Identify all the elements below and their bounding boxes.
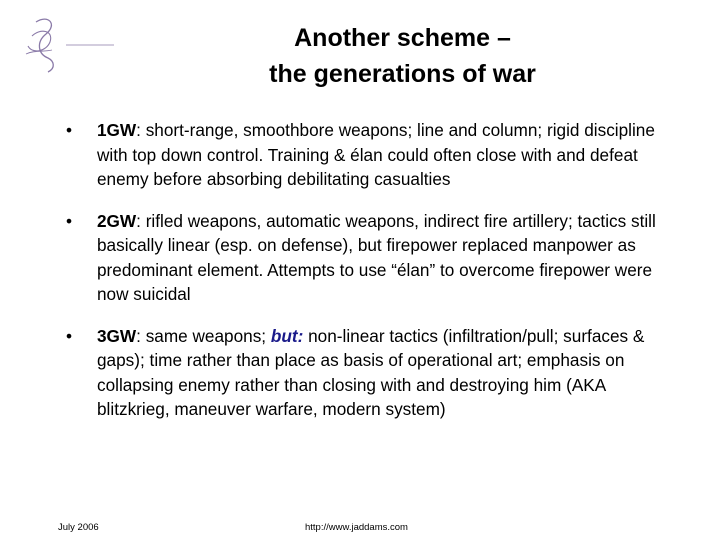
bullet-list — [60, 118, 660, 439]
title-line-1: Another scheme – — [294, 24, 511, 52]
bullet-text: : rifled weapons, automatic weapons, indirect fire artillery; tactics still basically linear (esp. on defense), but firepower replaced manpower as predominant element. Attempts to use “élan” to overcome firepower were now suicidal — [97, 210, 656, 304]
company-logo — [18, 14, 128, 76]
bullet-2gw — [60, 209, 660, 307]
bullet-accent: but: — [270, 325, 304, 346]
footer-url[interactable]: http://www.jaddams.com — [305, 522, 408, 533]
bullet-text-after: non-linear tactics (infiltration/pull; surfaces & gaps); time rather than place as basis of operational art; emphasis on collapsing enemy rather than closing with and destroying him (AKA blitzkrieg, maneuver warfare, modern system) — [97, 325, 645, 419]
bullet-1gw — [60, 118, 660, 192]
bullet-3gw — [60, 324, 660, 422]
logo-mark — [18, 14, 128, 76]
bullet-text-before: : same weapons; — [136, 325, 271, 346]
slide-title — [150, 20, 655, 92]
bullet-heading: 3GW — [97, 325, 137, 346]
bullet-heading: 2GW — [97, 210, 137, 231]
bullet-text: : short-range, smoothbore weapons; line and column; rigid discipline with top down control. Training & élan could often close with and defeat enemy before absorbing debilitating casualties — [97, 120, 655, 189]
bullet-marker: • — [66, 210, 73, 231]
bullet-marker: • — [66, 325, 73, 346]
bullet-heading: 1GW — [97, 120, 137, 140]
title-line-2: the generations of war — [269, 60, 536, 88]
bullet-marker: • — [66, 120, 73, 140]
footer-date: July 2006 — [58, 522, 99, 533]
